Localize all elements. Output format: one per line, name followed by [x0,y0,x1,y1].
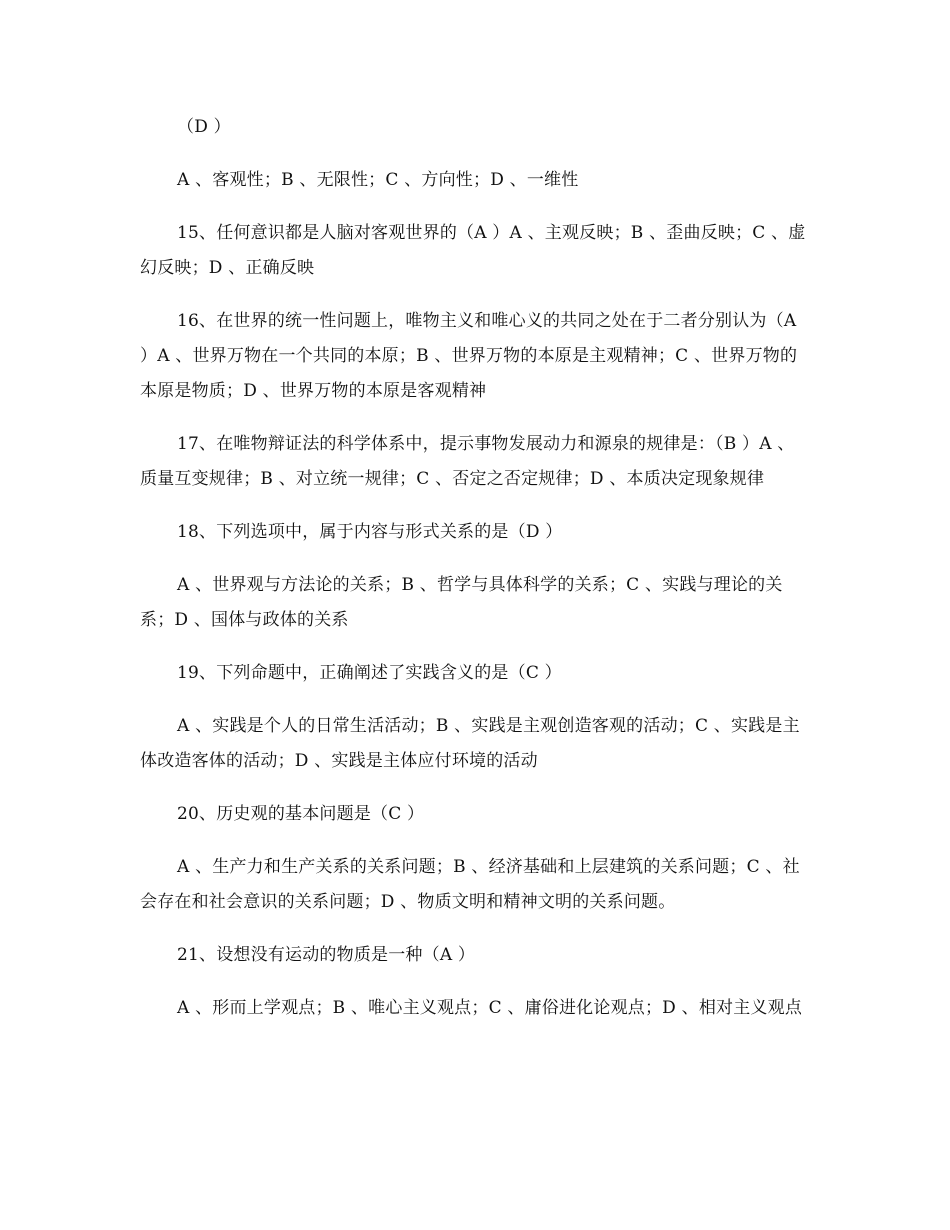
options-19: A 、实践是个人的日常生活活动；B 、实践是主观创造客观的活动；C 、实践是主体改造客体的活动；D 、实践是主体应付环境的活动 [140,716,800,771]
question-20: 20、历史观的基本问题是（C ） [177,804,425,824]
answer-line-14: （D ） [177,117,231,137]
question-15: 15、任何意识都是人脑对客观世界的（A ）A 、主观反映；B 、歪曲反映；C 、虚幻反映；D 、正确反映 [140,223,806,278]
document-page [140,110,808,1044]
options-21: A 、形而上学观点；B 、唯心主义观点；C 、庸俗进化论观点；D 、相对主义观点 [177,998,803,1018]
question-17: 17、在唯物辩证法的科学体系中，提示事物发展动力和源泉的规律是：（B ）A 、质量互变规律；B 、对立统一规律；C 、否定之否定规律；D 、本质决定现象规律 [140,434,795,489]
question-21: 21、设想没有运动的物质是一种（A ） [177,945,476,965]
options-line-14: A 、客观性；B 、无限性；C 、方向性；D 、一维性 [177,170,579,190]
options-18: A 、世界观与方法论的关系；B 、哲学与具体科学的关系；C 、实践与理论的关系；D 、国体与政体的关系 [140,575,783,630]
question-19: 19、下列命题中，正确阐述了实践含义的是（C ） [177,663,562,683]
options-20: A 、生产力和生产关系的关系问题；B 、经济基础和上层建筑的关系问题；C 、社会存在和社会意识的关系问题；D 、物质文明和精神文明的关系问题。 [140,857,800,912]
question-16: 16、在世界的统一性问题上，唯物主义和唯心义的共同之处在于二者分别认为（A ）A 、世界万物在一个共同的本原；B 、世界万物的本原是主观精神；C 、世界万物的本原是物质；D 、世界万物的本原是客观精神 [140,311,798,401]
question-18: 18、下列选项中，属于内容与形式关系的是（D ） [177,522,563,542]
